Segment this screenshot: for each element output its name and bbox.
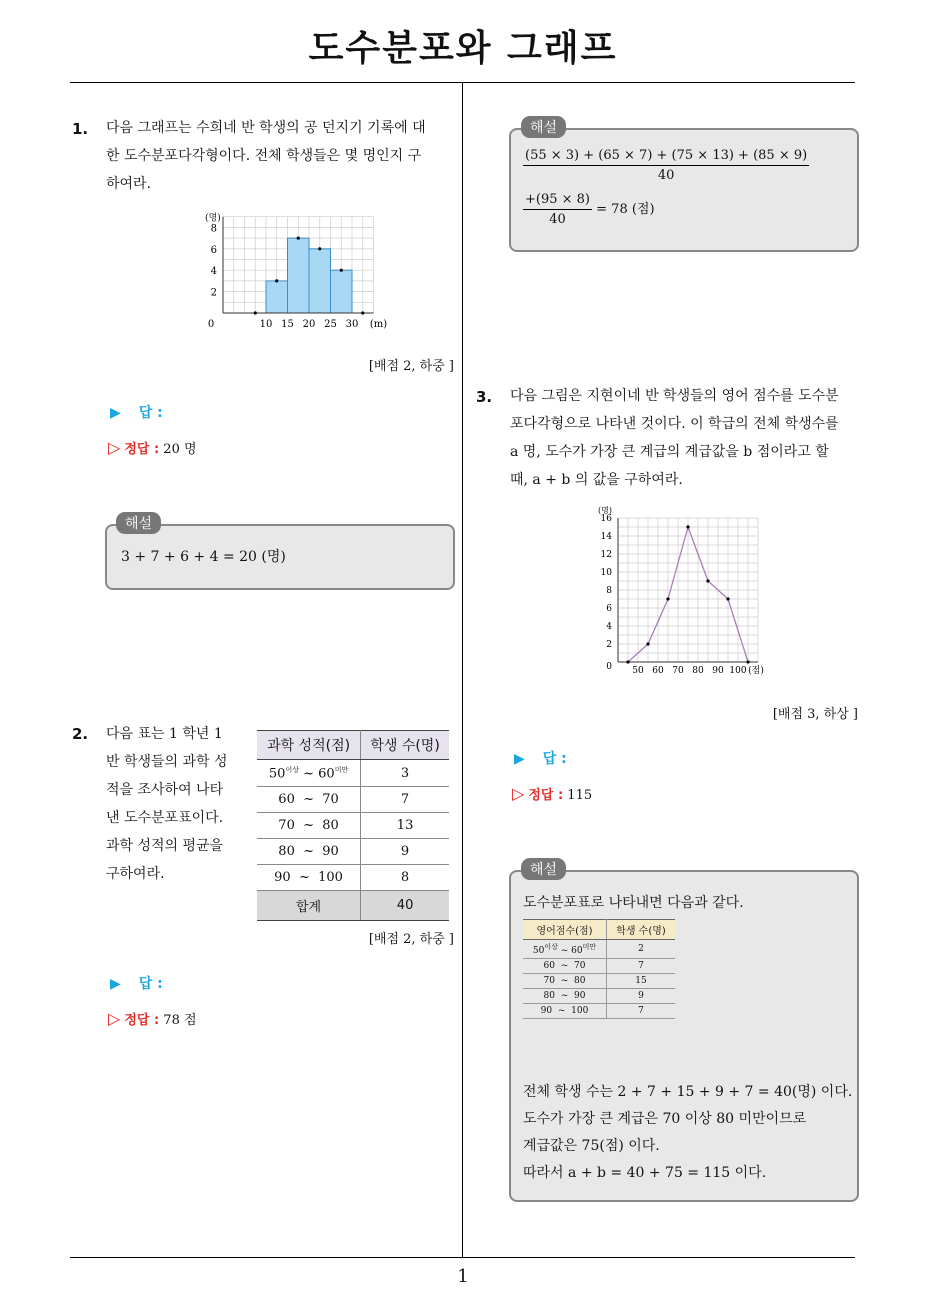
y-tick-label: 8 [210,223,217,235]
answer-label: 답 : [138,976,163,992]
q1-text-line: 하여라. [106,176,152,192]
y-tick-label: 2 [606,640,612,650]
q2-text [106,720,251,888]
q3-text-line: a 명, 도수가 가장 큰 계급의 계급값을 b 점이라고 할 [510,444,829,460]
triangle-outline-icon: ▷ [108,438,121,457]
y-tick-label: 2 [210,287,217,299]
correct-label: 정답 : [528,788,564,803]
polygon-point [706,579,709,582]
q2-frequency-table [257,730,449,921]
q3-answer-row [514,748,567,768]
polygon-point [746,660,749,663]
q2-answer-row [110,973,163,993]
table-row: 90 ~ 100 7 [523,1004,675,1019]
q2-explanation-line1: $\frac{(55 \times 3) + (65 \times 7) + (75 \times 13) + (85 \times 9)}{40}$ [525,148,808,183]
x-tick-label: 20 [302,319,316,330]
x-tick-label: 70 [672,666,684,676]
x-tick-label: 25 [324,319,337,330]
polygon-point [666,597,669,600]
y-tick-label: 12 [600,550,612,560]
y-tick-label: 6 [606,604,612,614]
q1-text-line: 한 도수분포다각형이다. 전체 학생들은 몇 명인지 구 [106,148,422,164]
answer-label: 답 : [138,405,163,421]
q3-explanation-lines [523,1079,852,1187]
y-tick-label: 8 [606,586,612,596]
table-row: 70 ~ 80 15 [523,974,675,989]
x-tick-label: 0 [207,319,215,330]
play-arrow-icon: ▶ [110,976,121,992]
table-row: 70 ~ 80 13 [257,813,449,839]
y-tick-label: 0 [606,662,612,672]
play-arrow-icon: ▶ [514,751,525,767]
q3-score: [배점 3, 하상 ] [772,707,858,722]
q1-number: 1. [72,120,89,138]
y-tick-label: 16 [600,514,612,524]
table-header: 영어점수(점) [523,920,607,940]
q2-explanation-line2: $\frac{+(95 \times 8)}{40}$ = 78 (점) [525,192,655,227]
table-row: $50^{이상}$ ~ $60^{미만}$ 2 [523,940,675,959]
q3-explanation-tag: 해설 [521,858,566,880]
table-header: 과학 성적(점) [257,731,361,760]
q2-number: 2. [72,725,89,743]
triangle-outline-icon: ▷ [512,784,525,803]
q2-text-line: 적을 조사하여 나타 [106,782,224,798]
table-row: 60 ~ 70 7 [523,959,675,974]
q1-score: [배점 2, 하중 ] [368,359,454,374]
q3-text-line: 때, a + b 의 값을 구하여라. [510,472,683,488]
q2-text-line: 낸 도수분포표이다. [106,810,224,826]
q3-correct-answer: 115 [567,788,593,803]
histogram-bar [309,249,331,313]
q1-text [106,114,456,198]
x-tick-label: 80 [692,666,704,676]
q1-correct-answer: 20 명 [163,442,197,457]
q3-text-line: 다음 그림은 지현이네 반 학생들의 영어 점수를 도수분 [510,388,839,404]
q3-frequency-polygon [590,498,780,680]
q1-histogram [195,200,388,335]
polygon-point [340,269,343,272]
q2-text-line: 반 학생들의 과학 성 [106,754,228,770]
x-tick-label: 50 [632,666,644,676]
table-row: 80 ~ 90 9 [257,839,449,865]
q3-explanation-intro: 도수분포표로 나타내면 다음과 같다. [523,895,744,911]
x-tick-label: 90 [712,666,724,676]
q2-explanation-box [509,128,859,252]
polygon-point [297,237,300,240]
q2-text-line: 과학 성적의 평균을 [106,838,224,854]
explanation-line: 따라서 a + b = 40 + 75 = 115 이다. [523,1165,767,1181]
polygon-point [726,597,729,600]
polygon-point [646,642,649,645]
polygon-point [275,279,278,282]
y-tick-label: 4 [210,266,217,278]
y-tick-label: 10 [600,568,612,578]
q1-explanation-tag: 해설 [116,512,161,534]
q3-text-line: 포다각형으로 나타낸 것이다. 이 학급의 전체 학생수를 [510,416,839,432]
q1-correct-row [108,438,197,457]
answer-label: 답 : [542,751,567,767]
explanation-line: 도수가 가장 큰 계급은 70 이상 80 미만이므로 [523,1111,807,1127]
polygon-point [361,311,364,314]
y-tick-label: 4 [606,622,612,632]
q2-explanation-tag: 해설 [521,116,566,138]
page-number: 1 [457,1266,469,1287]
correct-label: 정답 : [124,1013,160,1028]
column-divider [462,82,463,1257]
x-tick-label: 30 [345,319,359,330]
q3-explanation-box [509,870,859,1202]
play-arrow-icon: ▶ [110,405,121,421]
table-header: 학생 수(명) [607,920,675,940]
table-row: 80 ~ 90 9 [523,989,675,1004]
q2-text-line: 다음 표는 1 학년 1 [106,726,223,742]
footer-rule [70,1257,855,1258]
q2-correct-row [108,1009,197,1028]
explanation-line: 계급값은 75(점) 이다. [523,1138,660,1154]
polygon-point [318,247,321,250]
correct-label: 정답 : [124,442,160,457]
histogram-bar [331,270,353,313]
y-tick-label: 6 [210,244,217,256]
q3-number: 3. [476,388,493,406]
explanation-line: 전체 학생 수는 2 + 7 + 15 + 9 + 7 = 40(명) 이다. [523,1084,853,1100]
q3-text [510,382,860,494]
histogram-bar [266,281,288,313]
triangle-outline-icon: ▷ [108,1009,121,1028]
polygon-point [686,525,689,528]
x-tick-label: 10 [259,319,273,330]
q1-explanation-box [105,524,455,590]
polygon-point [626,660,629,663]
q3-explanation-table [523,919,675,1019]
polygon-point [254,311,257,314]
q2-correct-answer: 78 점 [163,1013,197,1028]
table-row: $50^{이상}$ ~ $60^{미만}$ 3 [257,760,449,787]
table-header: 학생 수(명) [361,731,449,760]
table-row: 60 ~ 70 7 [257,787,449,813]
q3-correct-row [512,784,592,803]
q1-answer-row [110,402,163,422]
x-unit-label: (점) [748,666,764,676]
y-tick-label: 14 [600,532,612,542]
x-tick-label: 100 [729,666,747,676]
y-unit-label: (명) [205,213,221,224]
x-tick-label: 60 [652,666,664,676]
table-row: 90 ~ 100 8 [257,865,449,891]
q1-explanation: 3 + 7 + 6 + 4 = 20 (명) [121,549,286,565]
y-unit-label: (명) [598,506,612,515]
table-total-row: 합계 40 [257,891,449,921]
histogram-bar [288,238,310,313]
x-tick-label: 15 [281,319,294,330]
q1-text-line: 다음 그래프는 수희네 반 학생의 공 던지기 기록에 대 [106,120,426,136]
page-title: 도수분포와 그래프 [308,28,618,69]
q2-text-line: 구하여라. [106,866,165,882]
q2-score: [배점 2, 하중 ] [368,932,454,947]
x-unit-label: (m) [369,319,388,330]
